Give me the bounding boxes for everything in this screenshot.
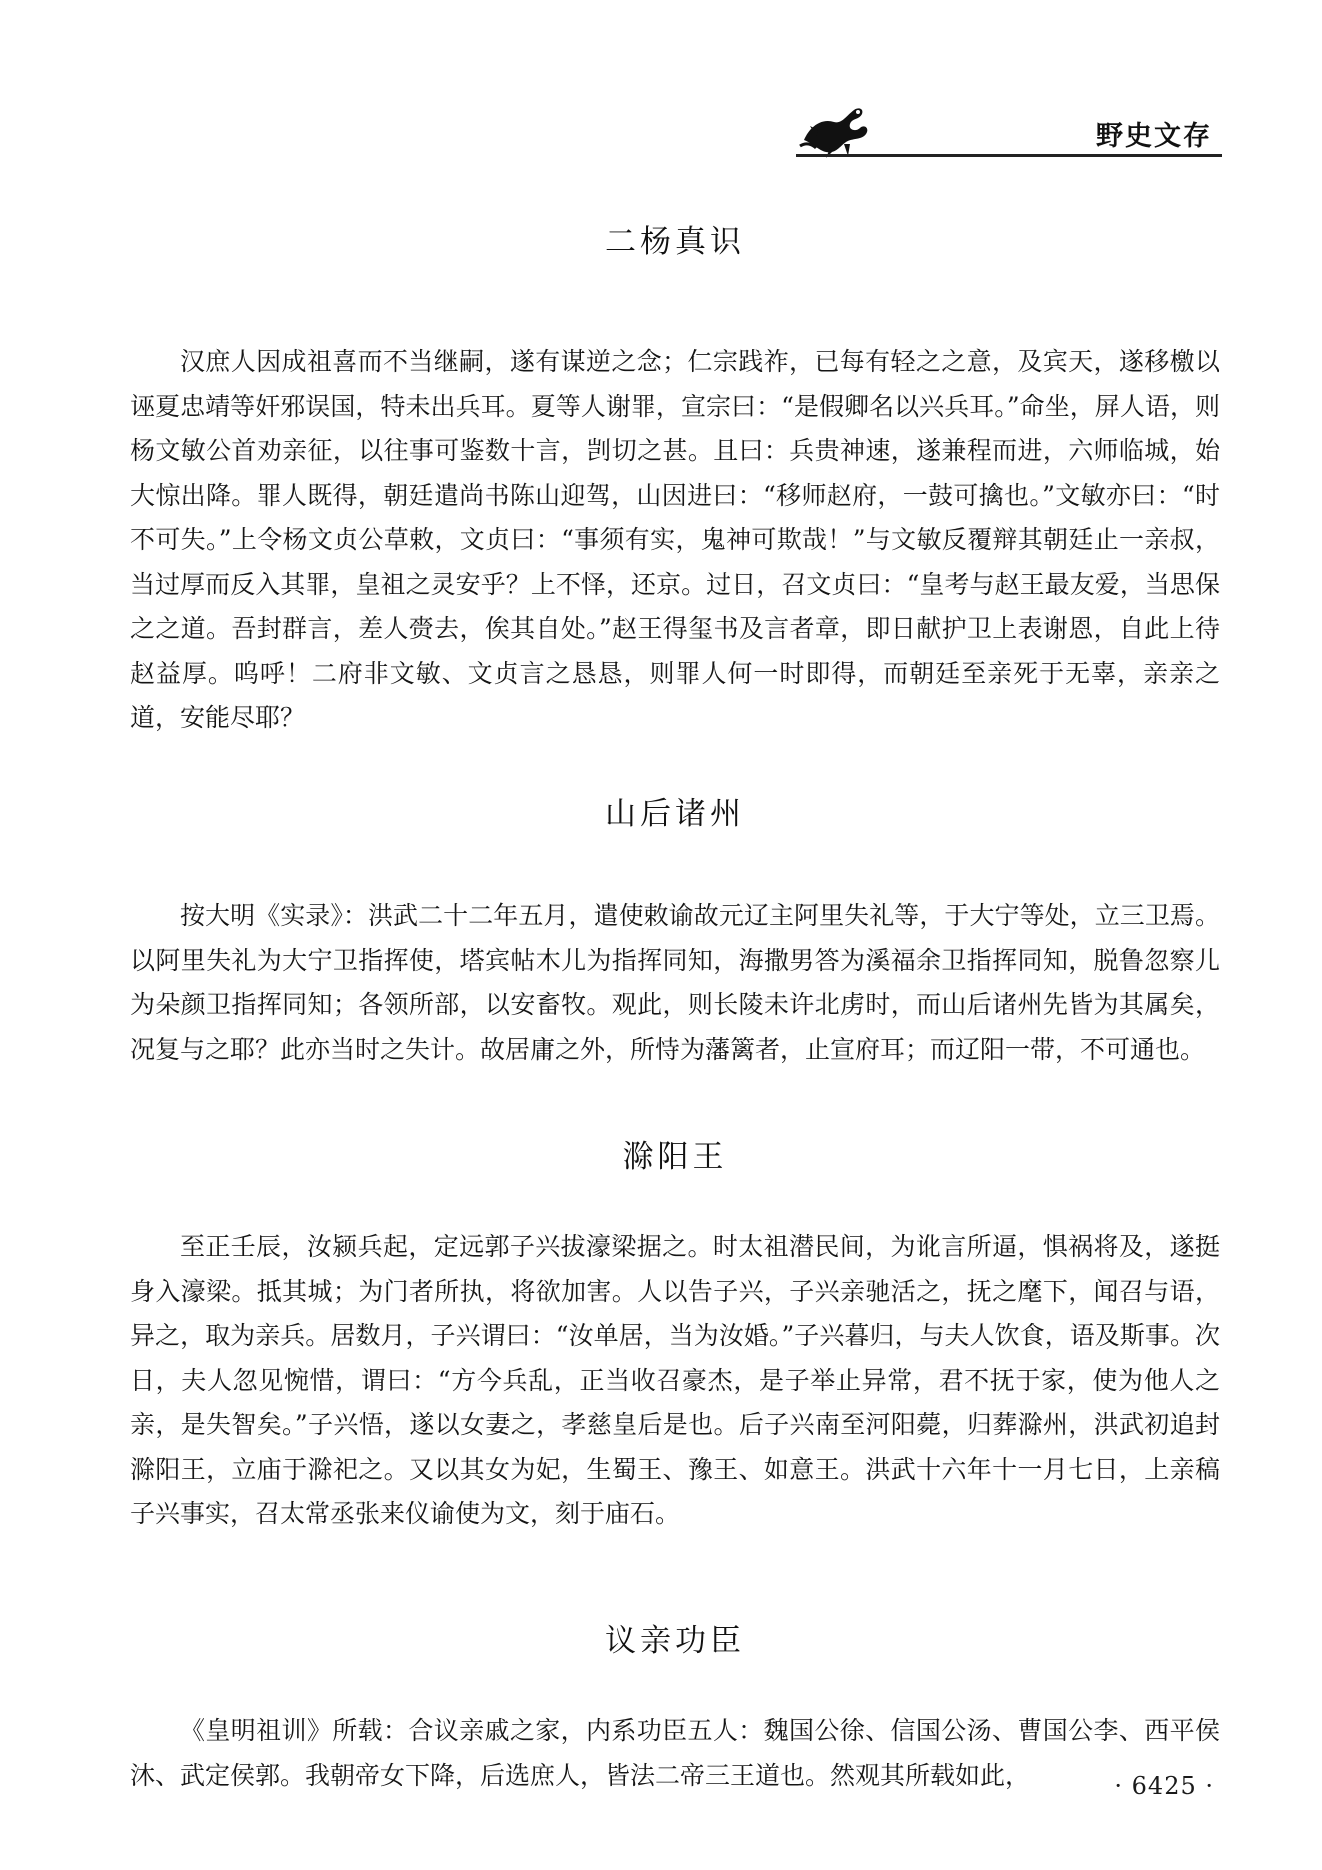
running-header [796, 96, 1222, 162]
section-shanhou [130, 786, 1220, 1072]
section-title: 议亲功臣 [605, 1623, 745, 1659]
section-paragraph: 《皇明祖训》所载：合议亲戚之家，内系功臣五人：魏国公徐、信国公汤、曹国公李、西平侯沐、武定侯郭。我朝帝女下降，后选庶人，皆法二帝三王道也。然观其所载如此， [130, 1716, 1220, 1790]
page-number: · 6425 · [1114, 1772, 1214, 1800]
section-title: 山后诸州 [605, 796, 745, 832]
section-paragraph: 至正壬辰，汝颍兵起，定远郭子兴拔濠梁据之。时太祖潜民间，为讹言所逼，惧祸将及，遂挺身入濠梁。抵其城；为门者所执，将欲加害。人以告子兴，子兴亲驰活之，抚之麾下，闻召与语，异之，取为亲兵。居数月，子兴谓曰：“汝单居，当为汝婚。”子兴暮归，与夫人饮食，语及斯事。次日，夫人忽见惋惜，谓曰：“方今兵乱，正当收召豪杰，是子举止异常，君不抚于家，使为他人之亲，是失智矣。”子兴悟，遂以女妻之，孝慈皇后是也。后子兴南至河阳薨，归葬滁州，洪武初追封滁阳王，立庙于滁祀之。又以其女为妃，生蜀王、豫王、如意王。洪武十六年十一月七日，上亲稿子兴事实，召太常丞张来仪谕使为文，刻于庙石。 [130, 1232, 1220, 1528]
header-title: 野史文存 [1096, 121, 1212, 152]
section-paragraph: 按大明《实录》：洪武二十二年五月，遣使敕谕故元辽主阿里失礼等，于大宁等处，立三卫焉。以阿里失礼为大宁卫指挥使，塔宾帖木儿为指挥同知，海撒男答为溪福余卫指挥同知，脱鲁忽察儿为朵颜卫指挥同知；各领所部，以安畜牧。观此，则长陵未许北虏时，而山后诸州先皆为其属矣，况复与之耶？此亦当时之失计。故居庸之外，所恃为藩篱者，止宣府耳；而辽阳一带，不可通也。 [130, 901, 1220, 1064]
section-title: 滁阳王 [622, 1139, 728, 1175]
dragon-logo-icon [796, 96, 876, 162]
section-paragraph: 汉庶人因成祖喜而不当继嗣，遂有谋逆之念；仁宗践祚，已每有轻之之意，及宾天，遂移檄以诬夏忠靖等奸邪误国，特未出兵耳。夏等人谢罪，宣宗曰：“是假卿名以兴兵耳。”命坐，屏人语，则杨文敏公首劝亲征，以往事可鉴数十言，剀切之甚。且曰：兵贵神速，遂兼程而进，六师临城，始大惊出降。罪人既得，朝廷遣尚书陈山迎驾，山因进曰：“移师赵府，一鼓可擒也。”文敏亦曰：“时不可失。”上令杨文贞公草敕，文贞曰：“事须有实，鬼神可欺哉！”与文敏反覆辩其朝廷止一亲叔，当过厚而反入其罪，皇祖之灵安乎？上不怿，还京。过日，召文贞曰：“皇考与赵王最友爱，当思保之之道。吾封群言，差人赍去，俟其自处。”赵王得玺书及言者章，即日献护卫上表谢恩，自此上待赵益厚。呜呼！二府非文敏、文贞言之恳恳，则罪人何一时即得，而朝廷至亲死于无辜，亲亲之道，安能尽耶？ [130, 347, 1220, 732]
section-er-yang [130, 214, 1220, 741]
section-chuyang-wang [130, 1129, 1220, 1537]
section-title: 二杨真识 [605, 224, 745, 260]
section-yiqin-gongchen [130, 1613, 1220, 1798]
header-rule [796, 154, 1222, 157]
